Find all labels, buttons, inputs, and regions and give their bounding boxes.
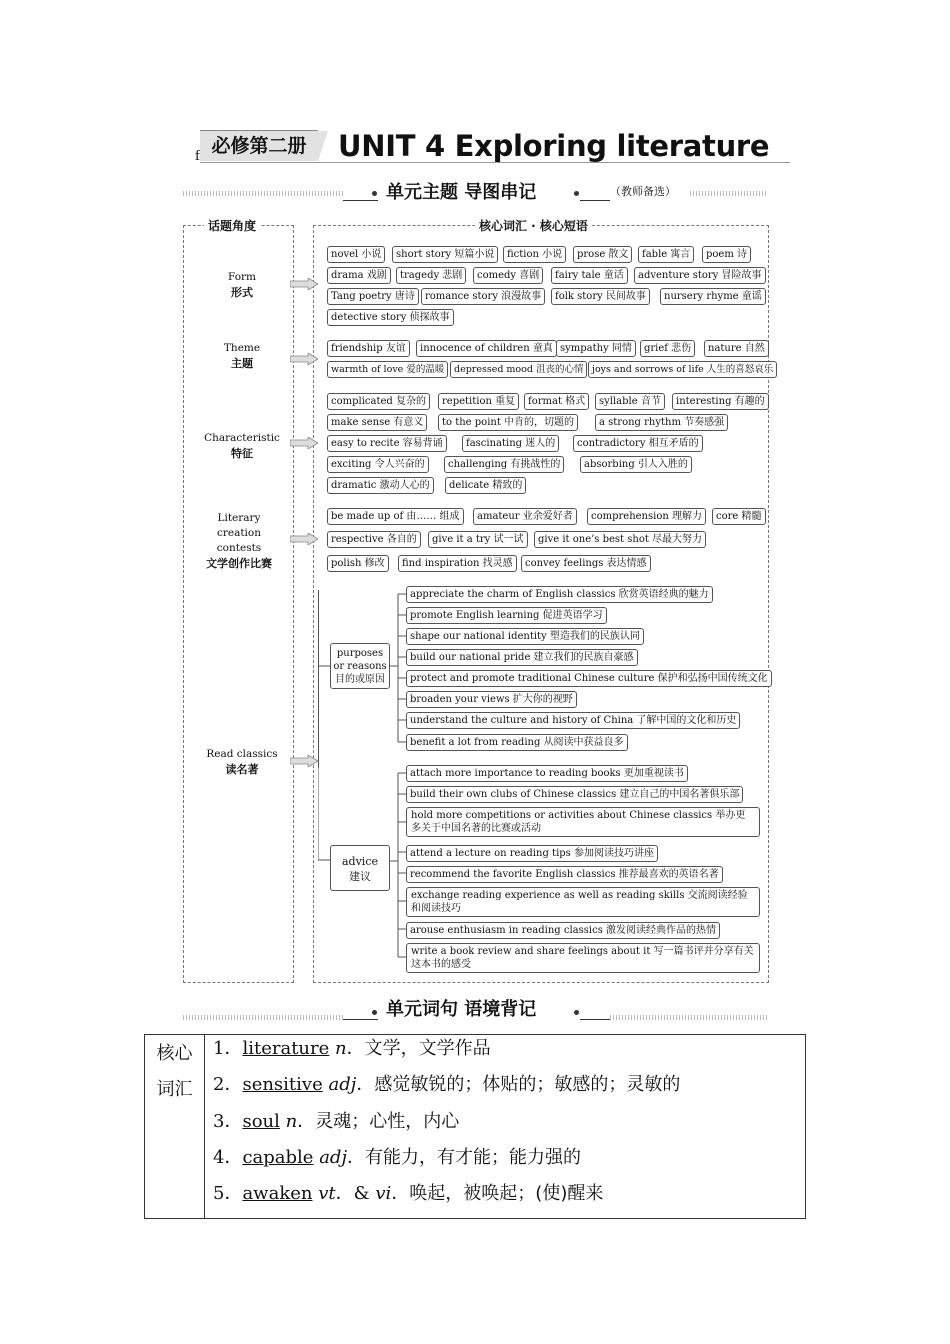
category-theme-zh: 主题 [231, 357, 253, 370]
term-pill: syllable 音节 [595, 393, 665, 410]
category-contests-en-1: Literary [217, 512, 261, 524]
core-vocab-table-heading [145, 1035, 205, 1218]
vocab-item [213, 1110, 459, 1134]
section2-line-right [580, 1019, 610, 1020]
category-characteristic-en: Characteristic [204, 432, 280, 444]
term-pill: dramatic 激动人心的 [327, 477, 434, 494]
vocab-definition: ．灵魂；心性，内心 [297, 1111, 460, 1132]
vocab-num: 3． [213, 1111, 243, 1132]
vocab-word: soul [242, 1111, 280, 1132]
section1-dot-left [372, 191, 377, 196]
category-read-classics [192, 747, 292, 778]
term-pill: friendship 友谊 [327, 340, 410, 357]
category-read-classics-zh: 读名著 [225, 763, 259, 776]
section2-stripe-left [183, 1015, 343, 1020]
vocab-pos: adj [319, 1147, 348, 1168]
term-pill: core 精髓 [712, 508, 766, 525]
purposes-label-box [330, 643, 390, 689]
vocab-num: 4． [213, 1147, 243, 1168]
advice-item: recommend the favorite English classics 推荐最喜欢的英语名著 [406, 866, 723, 883]
purpose-item: build our national pride 建立我们的民族自豪感 [406, 649, 638, 666]
purpose-item: broaden your views 扩大你的视野 [406, 691, 577, 708]
category-form [192, 270, 292, 301]
category-characteristic-zh: 特征 [231, 447, 253, 460]
purposes-label-en-1: purposes [336, 648, 384, 659]
term-pill: fiction 小说 [503, 246, 566, 263]
section2-dot-right [574, 1010, 579, 1015]
advice-item: build their own clubs of Chinese classics 建立自己的中国名著俱乐部 [406, 786, 743, 803]
vocab-item [213, 1073, 680, 1097]
term-pill: convey feelings 表达情感 [521, 555, 651, 572]
term-pill: interesting 有趣的 [672, 393, 769, 410]
term-pill: respective 各自的 [327, 531, 421, 548]
advice-item: attach more importance to reading books 更加重视读书 [406, 765, 688, 782]
term-pill: depressed mood 沮丧的心情 [450, 361, 587, 378]
section1-note: （教师备选） [610, 185, 676, 198]
vocab-pos: n [285, 1111, 298, 1132]
purpose-item: understand the culture and history of China 了解中国的文化和历史 [406, 712, 740, 729]
term-pill: be made up of 由…… 组成 [327, 508, 464, 525]
section1-line-left [343, 200, 378, 201]
term-pill: repetition 重复 [438, 393, 519, 410]
term-pill: short story 短篇小说 [392, 246, 498, 263]
vocab-word: literature [242, 1038, 330, 1059]
term-pill: nature 自然 [704, 340, 769, 357]
arrow-contests-icon [290, 533, 318, 545]
term-pill: tragedy 悲剧 [396, 267, 466, 284]
category-theme [192, 341, 292, 372]
section2-line-left [343, 1019, 378, 1020]
term-pill: challenging 有挑战性的 [444, 456, 564, 473]
read-classics-stem [318, 590, 319, 768]
purpose-item: shape our national identity 塑造我们的民族认同 [406, 628, 644, 645]
term-pill: easy to recite 容易背诵 [327, 435, 447, 452]
advice-label-box [330, 845, 390, 891]
term-pill: folk story 民间故事 [551, 288, 650, 305]
vocab-pos: vt [318, 1183, 336, 1204]
term-pill: fable 寓言 [638, 246, 694, 263]
category-form-en: Form [227, 271, 256, 283]
term-pill: novel 小说 [327, 246, 385, 263]
vocab-pos-2: vi [375, 1183, 392, 1204]
arrow-characteristic-icon [290, 437, 318, 449]
term-pill: find inspiration 找灵感 [398, 555, 517, 572]
vocab-definition: ．& [335, 1183, 376, 1204]
read-classics-connectors [318, 580, 418, 980]
vocab-heading-line-1: 核心 [156, 1043, 193, 1064]
term-pill: fascinating 迷人的 [462, 435, 559, 452]
category-contests-en-3: contests [216, 542, 262, 554]
term-pill: drama 戏剧 [327, 267, 391, 284]
vocab-item [213, 1146, 581, 1170]
term-pill: exciting 令人兴奋的 [327, 456, 429, 473]
term-pill: sympathy 同情 [556, 340, 636, 357]
term-pill: give it one’s best shot 尽最大努力 [534, 531, 706, 548]
category-contests [189, 511, 289, 572]
term-pill: joys and sorrows of life 人生的喜怒哀乐 [588, 361, 777, 378]
advice-label-zh: 建议 [349, 870, 371, 883]
vocab-definition: ．有能力，有才能；能力强的 [347, 1147, 582, 1168]
category-contests-en-2: creation [216, 527, 262, 539]
advice-label-en: advice [341, 855, 378, 868]
arrow-theme-icon [290, 353, 318, 365]
vocab-num: 2． [213, 1074, 243, 1095]
unit-title: UNIT 4 Exploring literature [338, 129, 770, 163]
arrow-read-classics-icon [290, 755, 318, 767]
section2-dot-left [372, 1010, 377, 1015]
advice-item: hold more competitions or activities about Chinese classics 举办更多关于中国名著的比赛或活动 [406, 807, 760, 837]
purpose-item: benefit a lot from reading 从阅读中获益良多 [406, 734, 628, 751]
vocab-definition-2: ．唤起，被唤起；(使)醒来 [391, 1183, 604, 1204]
vocab-definition: ．文学，文学作品 [346, 1038, 491, 1059]
advice-item: attend a lecture on reading tips 参加阅读技巧讲座 [406, 845, 658, 862]
core-vocab-table [144, 1034, 806, 1219]
advice-item: exchange reading experience as well as reading skills 交流阅读经验和阅读技巧 [406, 887, 760, 917]
vocab-word: sensitive [242, 1074, 323, 1095]
topic-angle-heading: 话题角度 [204, 218, 260, 234]
section1-line-right [580, 200, 610, 201]
term-pill: format 格式 [524, 393, 589, 410]
category-form-zh: 形式 [231, 286, 253, 299]
term-pill: nursery rhyme 童谣 [660, 288, 766, 305]
term-pill: to the point 中肯的，切题的 [438, 414, 578, 431]
term-pill: absorbing 引人入胜的 [580, 456, 692, 473]
stray-mark: f [195, 149, 200, 164]
vocab-num: 5． [213, 1183, 243, 1204]
term-pill: give it a try 试一试 [428, 531, 528, 548]
arrow-form-icon [290, 278, 318, 290]
section1-stripe-right [690, 191, 768, 196]
category-characteristic [192, 431, 292, 462]
category-read-classics-en: Read classics [206, 748, 278, 760]
term-pill: prose 散文 [573, 246, 632, 263]
term-pill: comprehension 理解力 [587, 508, 706, 525]
topic-angle-column [183, 225, 294, 983]
vocab-pos: n [335, 1038, 347, 1059]
vocab-heading-line-2: 词汇 [156, 1079, 193, 1100]
purposes-label-en-2: or reasons [333, 661, 387, 672]
section1-stripe-left [183, 191, 343, 196]
purposes-label-zh: 目的或原因 [335, 674, 385, 685]
header-rule [200, 162, 790, 163]
vocab-num: 1． [213, 1038, 243, 1059]
term-pill: adventure story 冒险故事 [634, 267, 766, 284]
section2-title: 单元词句 语境背记 [380, 998, 542, 1022]
category-theme-en: Theme [223, 342, 261, 354]
term-pill: amateur 业余爱好者 [473, 508, 577, 525]
term-pill: delicate 精致的 [445, 477, 526, 494]
book-volume-tab: 必修第二册 [200, 130, 318, 161]
purpose-item: appreciate the charm of English classics 欣赏英语经典的魅力 [406, 586, 713, 603]
vocab-item [213, 1037, 491, 1061]
vocab-item [213, 1182, 603, 1206]
term-pill: innocence of children 童真 [416, 340, 557, 357]
advice-item: arouse enthusiasm in reading classics 激发阅读经典作品的热情 [406, 922, 720, 939]
vocab-word: capable [242, 1147, 314, 1168]
term-pill: fairy tale 童话 [551, 267, 628, 284]
term-pill: warmth of love 爱的温暖 [327, 361, 448, 378]
term-pill: grief 悲伤 [640, 340, 695, 357]
term-pill: poem 诗 [702, 246, 751, 263]
advice-item: write a book review and share feelings about it 写一篇书评并分享有关这本书的感受 [406, 943, 760, 973]
category-contests-zh: 文学创作比赛 [206, 557, 272, 570]
term-pill: comedy 喜剧 [473, 267, 543, 284]
vocab-word: awaken [242, 1183, 313, 1204]
term-pill: detective story 侦探故事 [327, 309, 454, 326]
term-pill: contradictory 相互矛盾的 [573, 435, 703, 452]
section1-title: 单元主题 导图串记 [380, 181, 542, 205]
purpose-item: promote English learning 促进英语学习 [406, 607, 607, 624]
vocab-pos: adj [328, 1074, 357, 1095]
term-pill: complicated 复杂的 [327, 393, 430, 410]
term-pill: Tang poetry 唐诗 [327, 288, 419, 305]
term-pill: make sense 有意义 [327, 414, 427, 431]
section2-stripe-right [610, 1015, 768, 1020]
term-pill: a strong rhythm 节奏感强 [595, 414, 728, 431]
purpose-item: protect and promote traditional Chinese culture 保护和弘扬中国传统文化 [406, 670, 772, 687]
core-vocab-heading: 核心词汇 · 核心短语 [475, 218, 592, 234]
vocab-definition: ．感觉敏锐的；体贴的；敏感的；灵敏的 [356, 1074, 681, 1095]
section1-dot-right [574, 191, 579, 196]
term-pill: romance story 浪漫故事 [421, 288, 545, 305]
term-pill: polish 修改 [327, 555, 389, 572]
